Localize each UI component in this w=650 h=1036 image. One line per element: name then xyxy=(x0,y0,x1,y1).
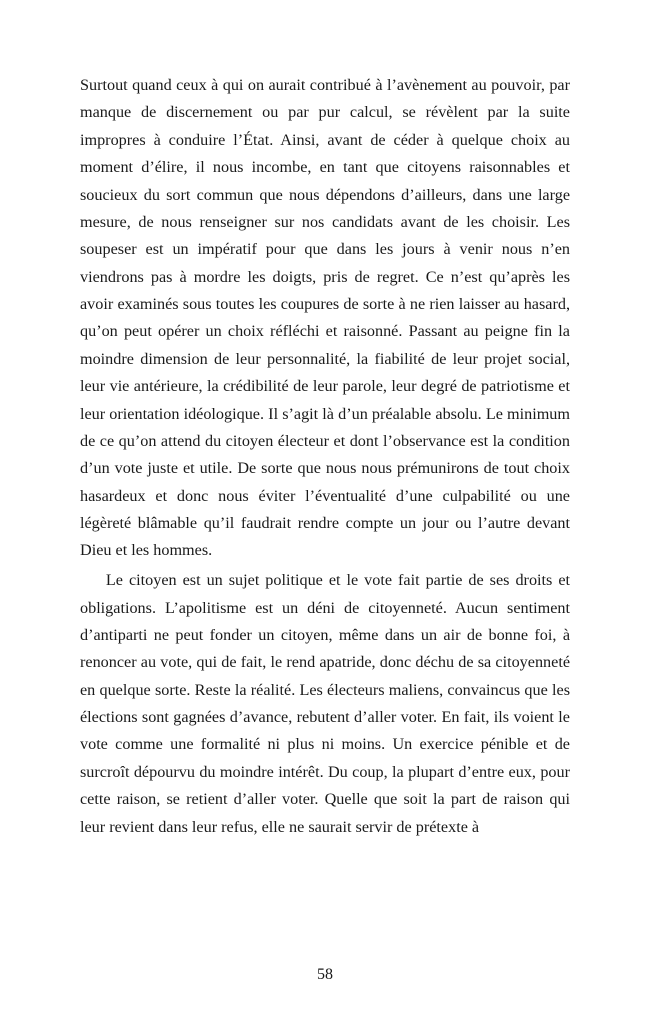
page-number: 58 xyxy=(317,966,333,983)
paragraph: Surtout quand ceux à qui on aurait contribué à l’avènement au pouvoir, par manque de discernement ou par pur calcul, se révèlent par la suite impropres à conduire l’État. Ainsi, avant de céder à quelque choix au moment d’élire, il nous incombe, en tant que citoyens raisonnables et soucieux du sort commun que nous dépendons d’ailleurs, dans une large mesure, de nous renseigner sur nos candidats avant de les choisir. Les soupeser est un impératif pour que dans les jours à venir nous n’en viendrons pas à mordre les doigts, pris de regret. Ce n’est qu’après les avoir examinés sous toutes les coupures de sorte à ne rien laisser au hasard, qu’on peut opérer un choix réfléchi et raisonné. Passant au peigne fin la moindre dimension de leur personnalité, la fiabilité de leur projet social, leur vie antérieure, la crédibilité de leur parole, leur degré de patriotisme et leur orientation idéologique. Il s’agit là d’un préalable absolu. Le minimum de ce qu’on attend du citoyen électeur et dont l’observance est la condition d’un vote juste et utile. De sorte que nous nous prémunirons de tout choix hasardeux et donc nous éviter l’éventualité d’une culpabilité ou une légèreté blâmable qu’il faudrait rendre compte un jour ou l’autre devant Dieu et les hommes. xyxy=(80,76,570,560)
page-body xyxy=(80,72,570,841)
paragraph: Le citoyen est un sujet politique et le vote fait partie de ses droits et obligations. L’apolitisme est un déni de citoyenneté. Aucun sentiment d’antiparti ne peut fonder un citoyen, même dans un air de bonne foi, à renoncer au vote, qui de fait, le rend apatride, donc déchu de sa citoyenneté en quelque sorte. Reste la réalité. Les électeurs maliens, convaincus que les élections sont gagnées d’avance, rebutent d’aller voter. En fait, ils voient le vote comme une formalité ni plus ni moins. Un exercice pénible et de surcroît dépourvu du moindre intérêt. Du coup, la plupart d’entre eux, pour cette raison, se retient d’aller voter. Quelle que soit la part de raison qui leur revient dans leur refus, elle ne saurait servir de prétexte à xyxy=(80,571,570,836)
